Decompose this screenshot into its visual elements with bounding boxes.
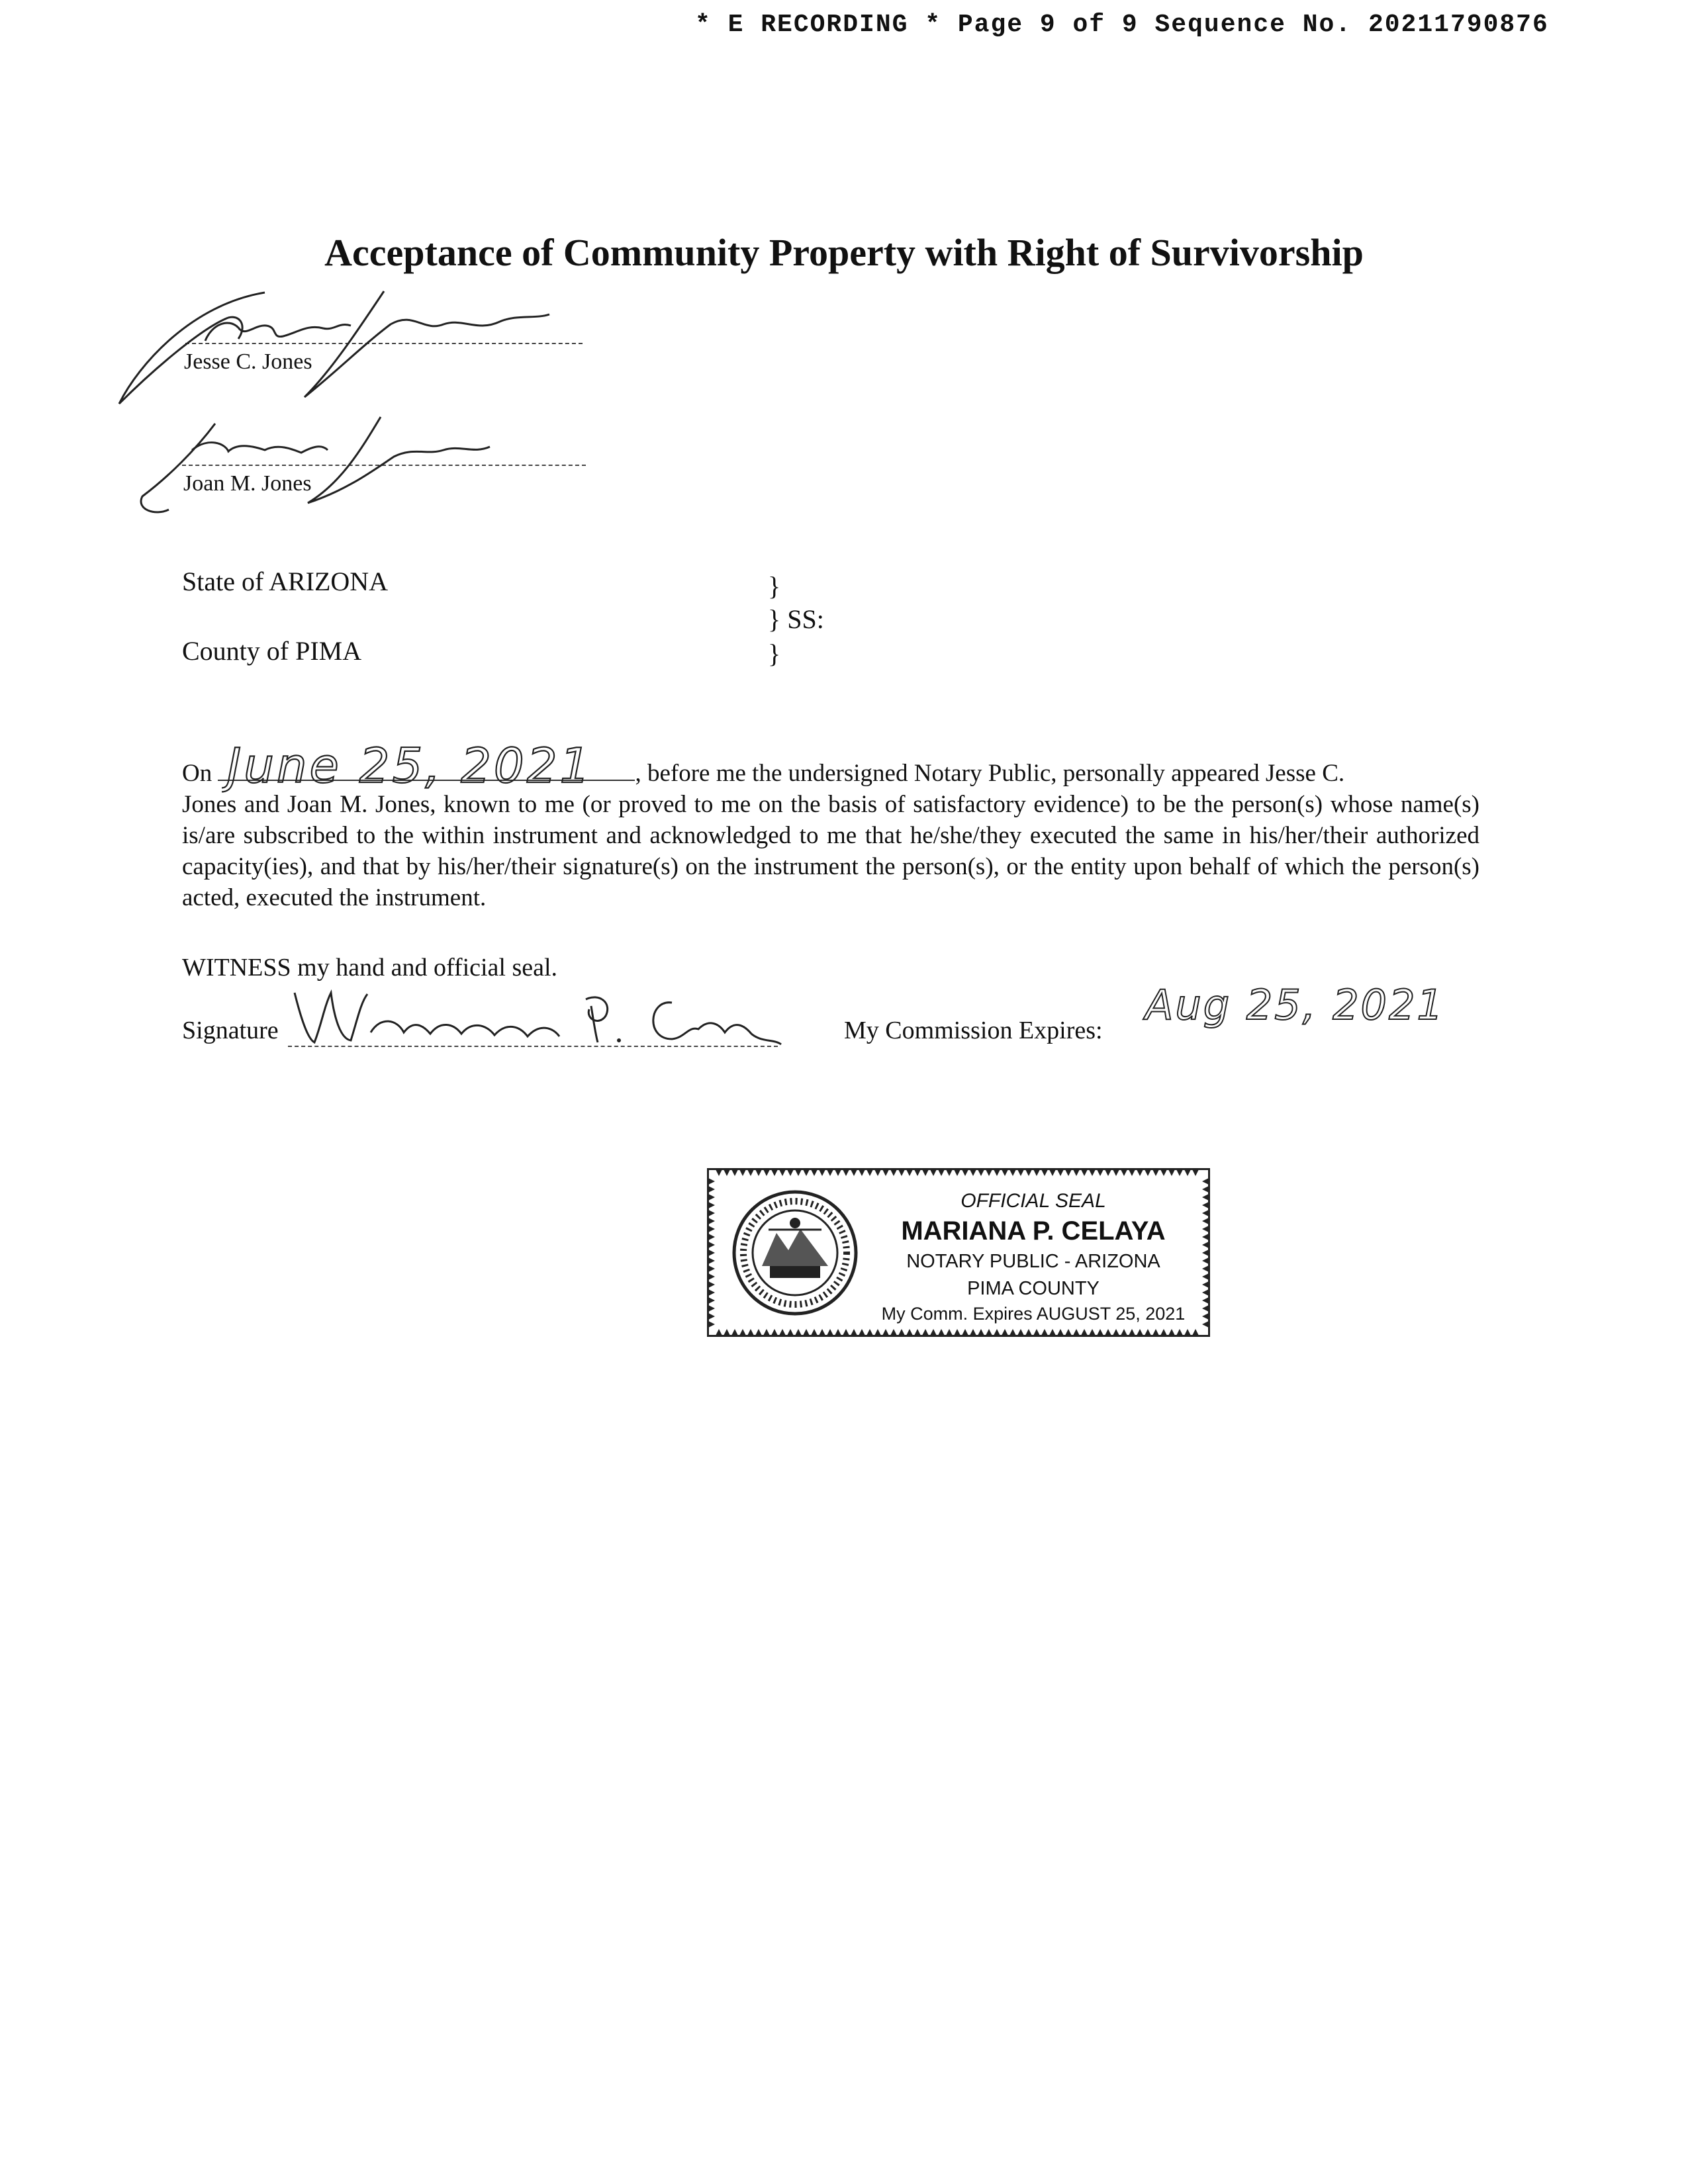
seal-expiry: My Comm. Expires AUGUST 25, 2021 — [881, 1304, 1186, 1324]
seal-notary-name: MARIANA P. CELAYA — [901, 1216, 1166, 1246]
seal-notary-title: NOTARY PUBLIC - ARIZONA — [906, 1251, 1160, 1272]
printed-name: Joan M. Jones — [183, 471, 312, 496]
acknowledgment-first-line — [182, 758, 1479, 789]
ack-body-first: , before me the undersigned Notary Public, personally appeared Jesse C. — [635, 760, 1345, 787]
seal-heading: OFFICIAL SEAL — [961, 1190, 1106, 1212]
venue-brace-bottom: } — [768, 639, 781, 668]
venue-state: State of ARIZONA — [182, 567, 389, 596]
arizona-state-seal-emblem — [729, 1187, 861, 1319]
notary-signature-label: Signature — [182, 1017, 279, 1044]
recording-header: * E RECORDING * Page 9 of 9 Sequence No. 20211790876 — [695, 11, 1549, 39]
handwritten-date-text: June 25, 2021 — [227, 738, 593, 794]
handwritten-commission-expiry — [1142, 970, 1453, 1042]
witness-statement: WITNESS my hand and official seal. — [182, 954, 558, 981]
notary-signature-line — [288, 1046, 778, 1047]
venue-county: County of PIMA — [182, 636, 362, 666]
handwritten-signature-joan — [129, 410, 592, 523]
notary-official-seal — [707, 1168, 1210, 1337]
ack-body: Jones and Joan M. Jones, known to me (or proved to me on the basis of satisfactory evidence) to be the person(s) whose name(s) is/are subscribed to the within instrument and acknowledged to me that he/she/they executed the same in his/her/their authorized capacity(ies), and that by his/her/their signature(s) on the instrument the person(s), or the entity upon behalf of which the person(s) acted, executed the instrument. — [182, 791, 1479, 911]
grantee-signature-block-2 — [129, 410, 592, 523]
grantee-signature-block-1 — [113, 278, 589, 410]
commission-expires-label: My Commission Expires: — [844, 1017, 1103, 1044]
seal-county: PIMA COUNTY — [967, 1278, 1100, 1299]
handwritten-signature-jesse — [113, 278, 589, 410]
date-blank — [218, 760, 635, 781]
printed-name: Jesse C. Jones — [184, 349, 312, 374]
handwritten-expiry-text: Aug 25, 2021 — [1145, 981, 1445, 1029]
signature-line — [182, 465, 586, 466]
handwritten-notary-signature — [288, 979, 791, 1059]
document-title: Acceptance of Community Property with Right of Survivorship — [324, 231, 1364, 274]
ack-on: On — [182, 760, 212, 787]
acknowledgment-paragraph — [182, 758, 1479, 913]
venue-ss: } SS: — [768, 604, 824, 634]
signature-line — [185, 343, 583, 344]
venue-brace-top: } — [768, 571, 781, 601]
